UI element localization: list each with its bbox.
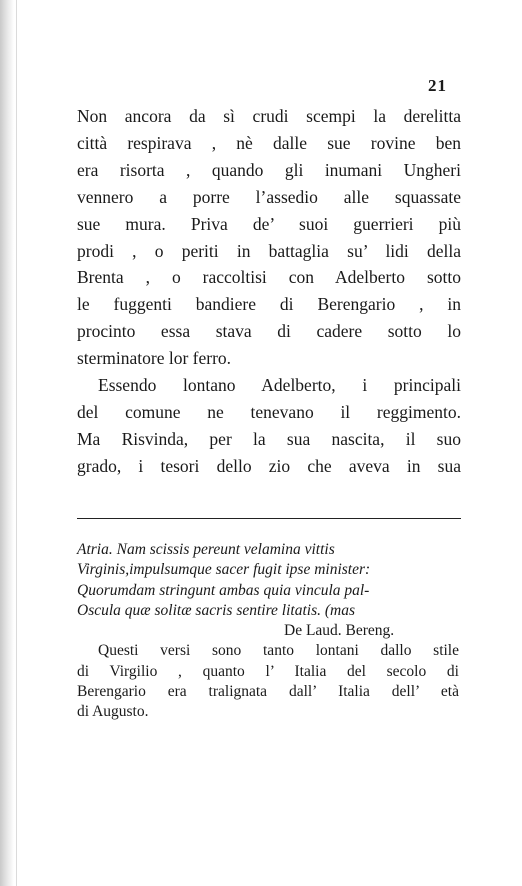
text-line: era risorta , quando gli inumani Ungheri <box>77 159 461 180</box>
latin-verse <box>77 540 459 621</box>
text-line: le fuggenti bandiere di Berengario , in <box>77 294 461 315</box>
verse-line: Atria. Nam scissis pereunt velamina vittis <box>77 541 335 558</box>
text-line: Non ancora da sì crudi scempi la derelitta <box>77 106 461 126</box>
text-line: Brenta , o raccoltisi con Adelberto sotto <box>77 267 461 288</box>
note-line: di Virgilio , quanto l’ Italia del secolo di <box>77 662 459 680</box>
note-line: Berengario era tralignata dall’ Italia dell’ età <box>77 683 459 701</box>
paragraph <box>77 372 461 480</box>
verse-line: Oscula quæ solitæ sacris sentire litatis. (mas <box>77 601 356 619</box>
footnote-divider <box>77 518 461 519</box>
note-line: Questi versi sono tanto lontani dallo stile <box>98 642 459 660</box>
text-line: vennero a porre l’assedio alle squassate <box>77 186 461 207</box>
verse-attribution: De Laud. Bereng. <box>284 622 395 640</box>
text-line: procinto essa stava di cadere sotto lo <box>77 321 461 342</box>
footnote-commentary <box>77 641 459 722</box>
footnote <box>77 540 459 723</box>
verse-line: Quorumdam stringunt ambas quia vincula pal- <box>77 581 370 599</box>
binding-crease <box>16 0 17 886</box>
text-line: sterminatore lor ferro. <box>77 348 232 369</box>
page-number: 21 <box>428 76 447 95</box>
binding-shadow <box>0 0 14 886</box>
text-line: grado, i tesori dello zio che aveva in sua <box>77 455 461 476</box>
text-line: città respirava , nè dalle sue rovine ben <box>77 132 461 153</box>
text-line: Ma Risvinda, per la sua nascita, il suo <box>77 428 461 449</box>
text-line: sue mura. Priva de’ suoi guerrieri più <box>77 213 461 234</box>
text-line: prodi , o periti in battaglia su’ lidi della <box>77 240 461 261</box>
body-text <box>77 103 461 480</box>
verse-line: Virginis,impulsumque sacer fugit ipse minister: <box>77 561 371 579</box>
paragraph <box>77 103 461 372</box>
note-line: di Augusto. <box>77 703 149 721</box>
text-line: Essendo lontano Adelberto, i principali <box>98 375 461 396</box>
text-line: del comune ne tenevano il reggimento. <box>77 401 461 422</box>
